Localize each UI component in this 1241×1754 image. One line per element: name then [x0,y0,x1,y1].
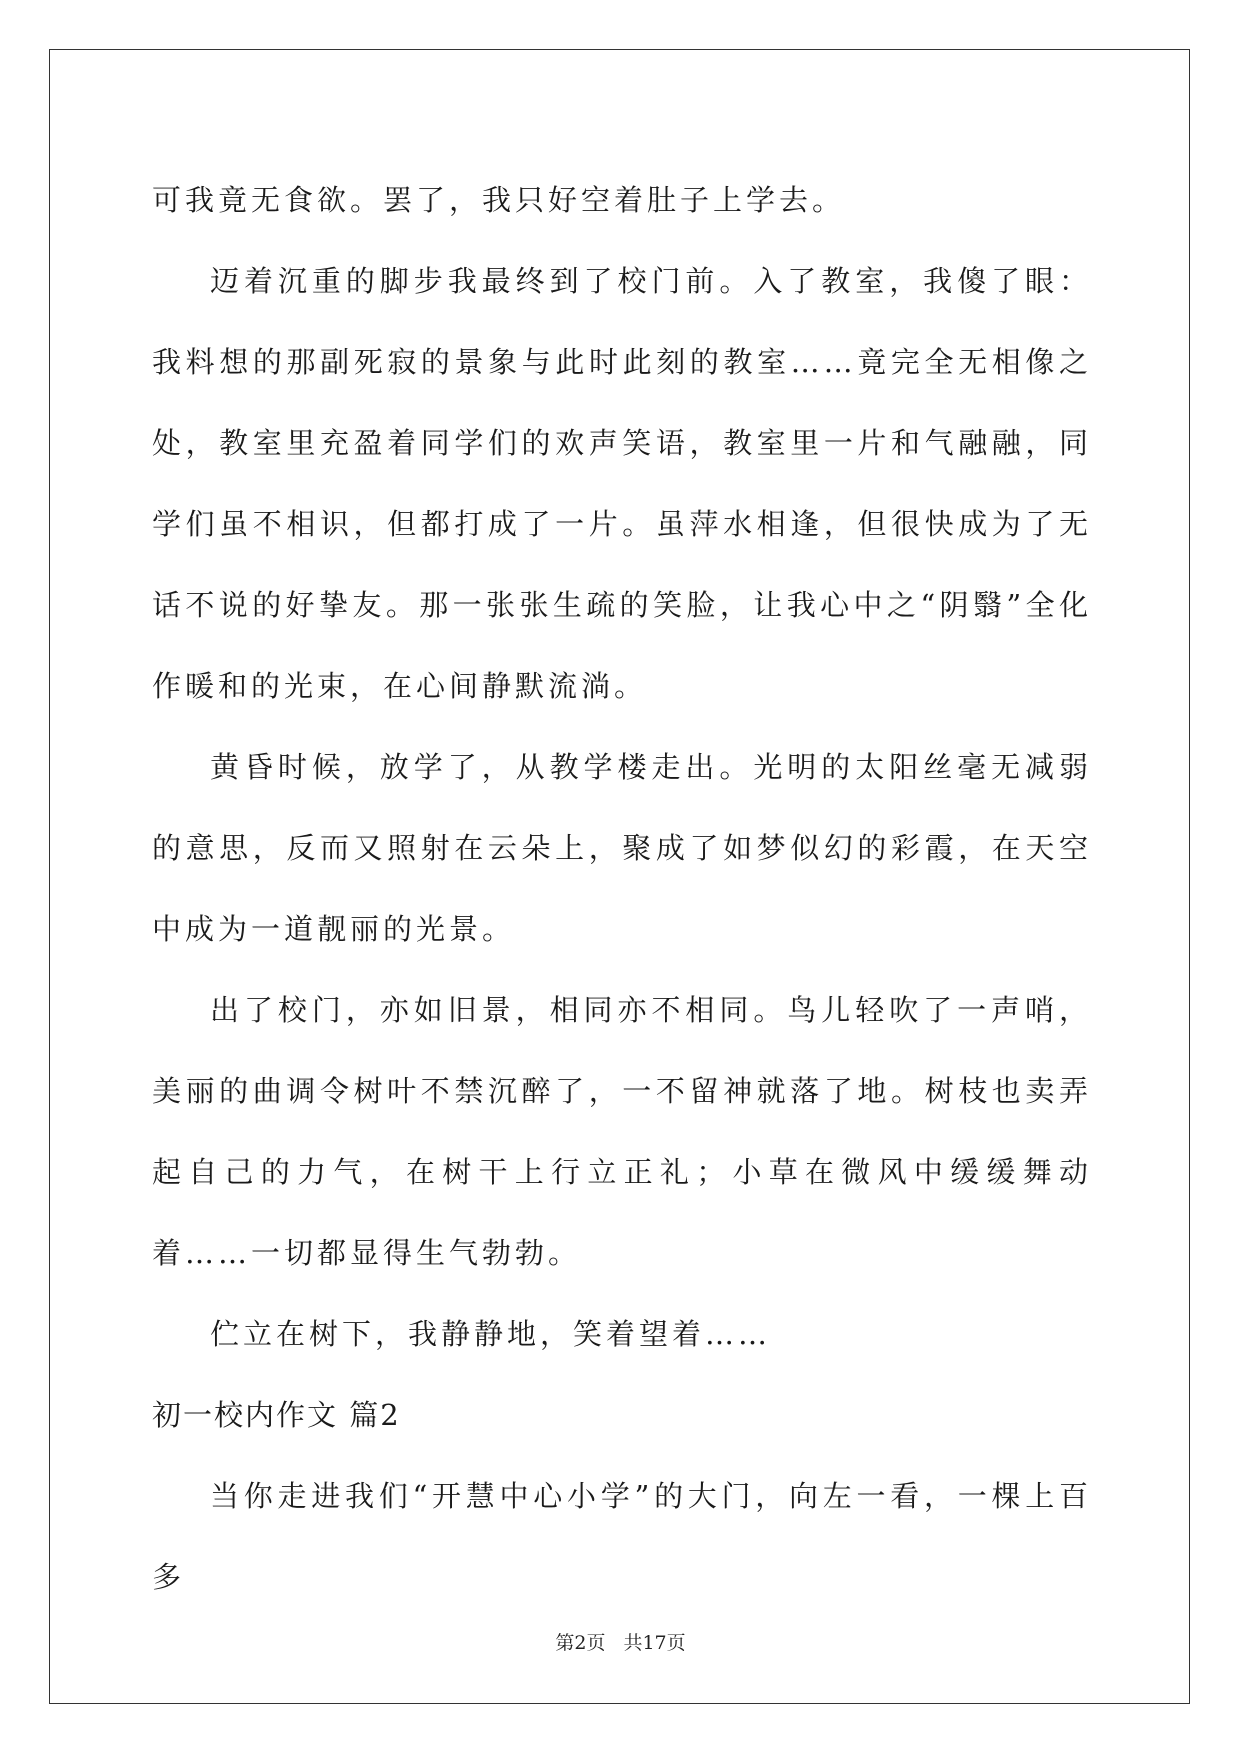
section-heading: 初一校内作文 篇2 [152,1398,401,1432]
paragraph-3: 黄昏时候，放学了，从教学楼走出。光明的太阳丝毫无减弱的意思，反而又照射在云朵上，聚成了如梦似幻的彩霞，在天空中成为一道靓丽的光景。 [152,750,1092,946]
paragraph-2: 迈着沉重的脚步我最终到了校门前。入了教室，我傻了眼：我料想的那副死寂的景象与此时此刻的教室……竟完全无相像之处，教室里充盈着同学们的欢声笑语，教室里一片和气融融，同学们虽不相识，但都打成了一片。虽萍水相逢，但很快成为了无话不说的好挚友。那一张张生疏的笑脸，让我心中之“阴翳”全化作暖和的光束，在心间静默流淌。 [152,264,1092,703]
paragraph-5: 伫立在树下，我静静地，笑着望着…… [210,1317,772,1351]
paragraph-1: 可我竟无食欲。罢了，我只好空着肚子上学去。 [152,183,846,217]
document-body [152,160,1092,1618]
page-number: 第2页 [555,1632,606,1654]
paragraph-4: 出了校门，亦如旧景，相同亦不相同。鸟儿轻吹了一声哨，美丽的曲调令树叶不禁沉醉了，一不留神就落了地。树枝也卖弄起自己的力气，在树干上行立正礼；小草在微风中缓缓舞动着……一切都显得生气勃勃。 [152,993,1092,1270]
paragraph-6: 当你走进我们“开慧中心小学”的大门，向左一看，一棵上百多 [152,1479,1092,1594]
page-footer [0,1628,1241,1655]
page-total: 共17页 [623,1632,686,1654]
